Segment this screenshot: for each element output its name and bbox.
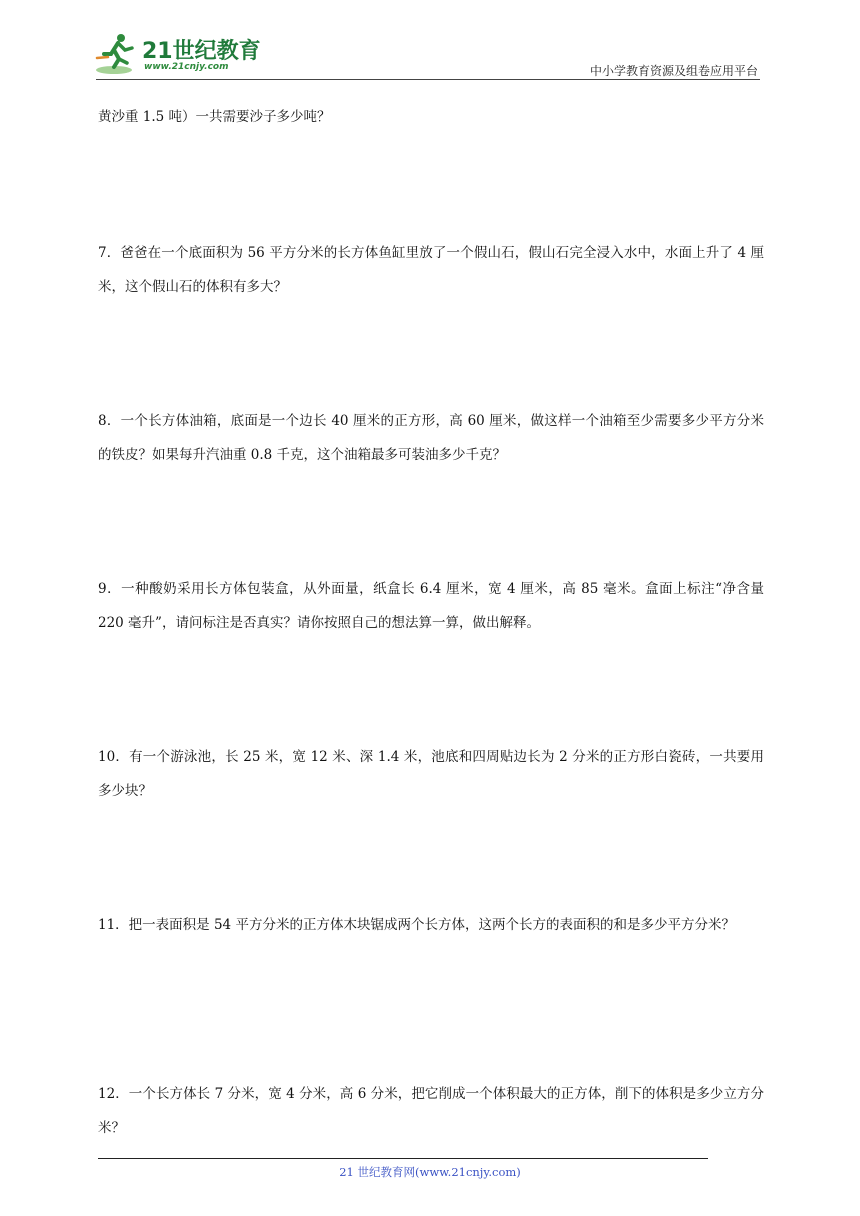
footer-divider <box>98 1158 708 1159</box>
logo-text: 21世纪教育 <box>142 39 261 64</box>
site-logo[interactable] <box>94 30 264 78</box>
logo-url: www.21cnjy.com <box>144 62 229 72</box>
page-header <box>0 0 860 90</box>
question-12: 12．一个长方体长 7 分米，宽 4 分米，高 6 分米，把它削成一个体积最大的正方体，削下的体积是多少立方分米？ <box>98 1086 764 1136</box>
question-9: 9．一种酸奶采用长方体包装盒，从外面量，纸盒长 6.4 厘米，宽 4 厘米，高 85 毫米。盒面上标注“净含量 220 毫升”，请问标注是否真实？请你按照自己的想法算一算，做出解释。 <box>98 581 764 631</box>
question-11: 11．把一表面积是 54 平方分米的正方体木块锯成两个长方体，这两个长方的表面积的和是多少平方分米？ <box>98 917 735 933</box>
question-continuation: 黄沙重 1.5 吨）一共需要沙子多少吨？ <box>98 109 331 125</box>
running-figure-icon <box>94 30 140 76</box>
platform-tagline: 中小学教育资源及组卷应用平台 <box>589 64 758 78</box>
question-7: 7．爸爸在一个底面积为 56 平方分米的长方体鱼缸里放了一个假山石，假山石完全浸入水中，水面上升了 4 厘米，这个假山石的体积有多大？ <box>98 245 764 295</box>
question-10: 10．有一个游泳池，长 25 米，宽 12 米、深 1.4 米，池底和四周贴边长为 2 分米的正方形白瓷砖，一共要用多少块？ <box>98 749 764 799</box>
footer-link[interactable]: 21 世纪教育网(www.21cnjy.com) <box>339 1165 521 1179</box>
header-divider <box>96 79 760 80</box>
question-8: 8．一个长方体油箱，底面是一个边长 40 厘米的正方形，高 60 厘米，做这样一个油箱至少需要多少平方分米的铁皮？如果每升汽油重 0.8 千克，这个油箱最多可装油多少千克？ <box>98 413 764 463</box>
